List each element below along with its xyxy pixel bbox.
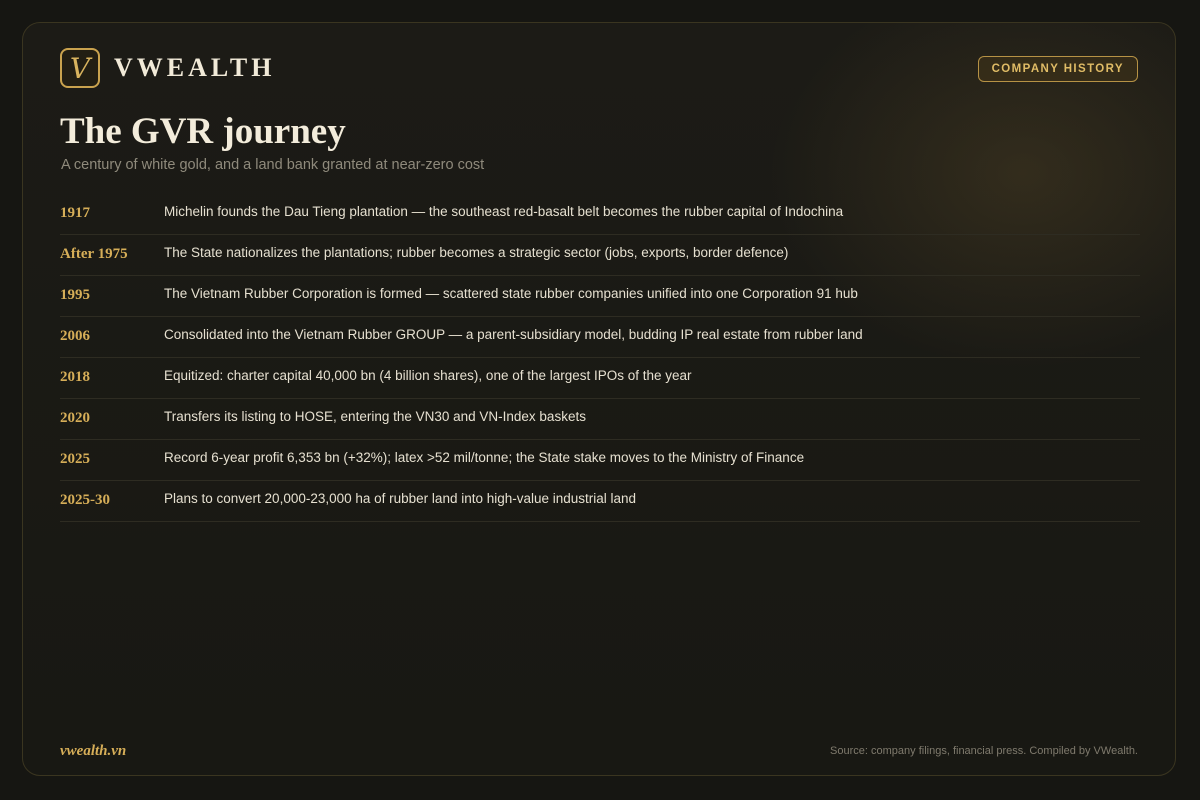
logo-mark: V	[60, 48, 100, 88]
timeline-year: 2006	[60, 328, 90, 344]
timeline-year: 2018	[60, 369, 90, 385]
timeline-event: Record 6-year profit 6,353 bn (+32%); latex >52 mil/tonne; the State stake moves to the Ministry of Finance	[164, 450, 805, 465]
timeline-year: 1917	[60, 205, 90, 221]
timeline-row	[60, 235, 1140, 276]
timeline-row	[60, 358, 1140, 399]
timeline-year: 1995	[60, 287, 90, 303]
timeline-year: After 1975	[60, 246, 128, 262]
timeline-event: Plans to convert 20,000-23,000 ha of rubber land into high-value industrial land	[164, 491, 637, 506]
timeline	[60, 194, 1140, 522]
timeline-year: 2020	[60, 410, 90, 426]
timeline-row	[60, 481, 1140, 522]
timeline-row	[60, 399, 1140, 440]
timeline-row	[60, 194, 1140, 235]
page-title: The GVR journey	[60, 111, 346, 152]
timeline-event: Consolidated into the Vietnam Rubber GROUP — a parent-subsidiary model, budding IP real estate from rubber land	[164, 327, 863, 342]
timeline-event: Transfers its listing to HOSE, entering the VN30 and VN-Index baskets	[164, 409, 586, 424]
history-card	[22, 22, 1176, 776]
timeline-row	[60, 276, 1140, 317]
brand-name: VWEALTH	[114, 53, 276, 82]
timeline-event: Equitized: charter capital 40,000 bn (4 billion shares), one of the largest IPOs of the year	[164, 368, 692, 383]
page-subtitle: A century of white gold, and a land bank granted at near-zero cost	[61, 157, 485, 173]
source-note: Source: company filings, financial press. Compiled by VWealth.	[830, 745, 1138, 757]
timeline-event: The State nationalizes the plantations; rubber becomes a strategic sector (jobs, exports, border defence)	[164, 245, 789, 260]
timeline-year: 2025	[60, 451, 90, 467]
timeline-event: The Vietnam Rubber Corporation is formed — scattered state rubber companies unified into one Corporation 91 hub	[164, 286, 858, 301]
site-link[interactable]: vwealth.vn	[60, 743, 127, 759]
timeline-year: 2025-30	[60, 492, 110, 508]
timeline-row	[60, 317, 1140, 358]
timeline-event: Michelin founds the Dau Tieng plantation — the southeast red-basalt belt becomes the rubber capital of Indochina	[164, 204, 844, 219]
timeline-row	[60, 440, 1140, 481]
brand-logo	[60, 48, 275, 88]
company-history-badge: COMPANY HISTORY	[978, 56, 1138, 82]
